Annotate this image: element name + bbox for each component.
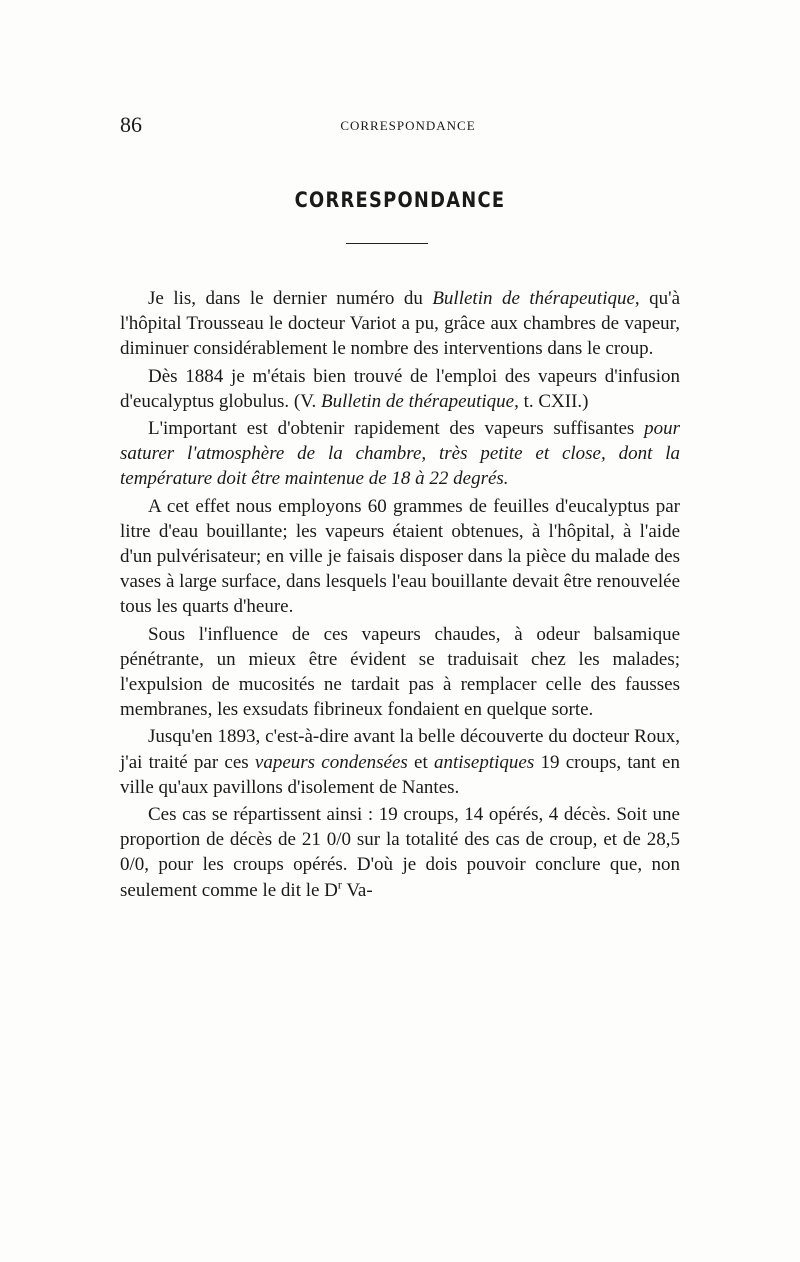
italic-run: pour saturer l'atmosphère de la chambre, très petite et close, dont la température doit être maintenue de 18 à 22 degrés.: [120, 418, 680, 490]
italic-run: vapeurs condensées: [254, 751, 408, 773]
text-run: Sous l'influence de ces vapeurs chaudes, à odeur balsamique pénétrante, un mieux être évident se traduisait chez les malades; l'expulsion de mucosités ne tardait pas à remplacer celle des fausses membranes, les exsudats fibrineux fondaient en quelque sorte.: [120, 623, 680, 721]
text-run: , qu'à l'hôpital Trousseau le docteur Variot a pu, grâce aux chambres de vapeur, diminuer considérablement le nombre des interventions dans le croup.: [120, 288, 680, 360]
text-run: Je lis, dans le dernier numéro du: [148, 288, 433, 309]
italic-run: Bulletin de thérapeutique: [432, 288, 635, 309]
body-text: [120, 286, 680, 903]
text-run: Ces cas se répartissent ainsi : 19 croups, 14 opérés, 4 décès. Soit une proportion de décès de 21 0/0 sur la totalité des cas de croup, et de 28,5 0/0, pour les croups opérés. D'où je dois pouvoir conclure que, non seulement comme le dit le D: [120, 804, 680, 901]
page-number: 86: [120, 112, 142, 137]
paragraph: [120, 286, 680, 362]
italic-run: Bulletin de thérapeutique: [320, 390, 515, 412]
text-run: A cet effet nous employons 60 grammes de feuilles d'eucalyptus par litre d'eau bouillante; les vapeurs étaient obtenues, à l'hôpital, à l'aide d'un pulvérisateur; en ville je faisais disposer dans la pièce du malade des vases à large surface, dans lesquels l'eau bouillante devait être renouvelée tous les quarts d'heure.: [120, 495, 680, 618]
paragraph: [120, 416, 680, 492]
paragraph: [120, 494, 680, 620]
text-run: Dès 1884 je m'étais bien trouvé de l'emploi des vapeurs d'infusion d'eucalyptus globulus. (V.: [120, 365, 680, 412]
running-title: CORRESPONDANCE: [340, 118, 476, 133]
text-run: L'important est d'obtenir rapidement des vapeurs suffisantes: [148, 418, 645, 440]
paragraph: [120, 364, 680, 414]
text-run: Jusqu'en 1893, c'est-à-dire avant la belle découverte du docteur Roux, j'ai traité par ces: [120, 726, 680, 773]
paragraph: [120, 622, 680, 723]
title-rule: [346, 243, 428, 244]
section-title: CORRESPONDANCE: [294, 188, 506, 212]
text-run: 19 croups, tant en ville qu'aux pavillons d'isolement de Nantes.: [120, 751, 680, 798]
paragraph: [120, 802, 680, 903]
superscript-run: r: [337, 877, 342, 892]
paragraph: [120, 724, 680, 800]
running-head: [120, 112, 680, 142]
text-run: , t. CXII.): [514, 390, 589, 412]
text-run: Va-: [341, 879, 373, 901]
italic-run: antiseptiques: [433, 751, 535, 773]
text-run: et: [407, 751, 434, 773]
